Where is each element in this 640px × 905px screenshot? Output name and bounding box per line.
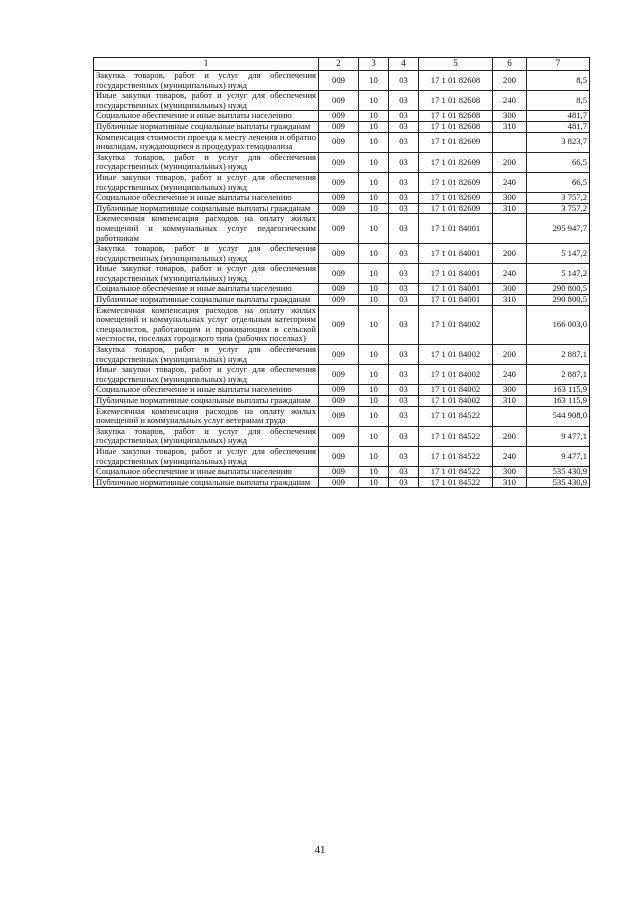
cell-section: 10	[359, 345, 389, 365]
cell-target-article: 17 1 01 84002	[419, 305, 493, 344]
table-row	[94, 121, 590, 132]
cell-name: Социальное обеспечение и иные выплаты населению	[94, 385, 319, 396]
cell-subsection: 03	[389, 406, 419, 426]
cell-section: 10	[359, 152, 389, 172]
cell-expense-type: 300	[493, 193, 527, 204]
cell-amount: 544 908,0	[527, 406, 590, 426]
header-col-1: 1	[94, 58, 319, 71]
table-header	[94, 58, 590, 71]
cell-expense-type: 300	[493, 467, 527, 478]
cell-amount: 166 003,0	[527, 305, 590, 344]
cell-expense-type: 310	[493, 295, 527, 306]
cell-name: Закупка товаров, работ и услуг для обеспечения государственных (муниципальных) нужд	[94, 152, 319, 172]
cell-target-article: 17 1 01 82609	[419, 203, 493, 214]
cell-ministry-code: 009	[319, 385, 359, 396]
cell-ministry-code: 009	[319, 214, 359, 244]
cell-amount: 66,5	[527, 152, 590, 172]
cell-name: Компенсация стоимости проезда к месту лечения и обратно инвалидам, нуждающимся в процедурах гемодиализа	[94, 132, 319, 152]
cell-ministry-code: 009	[319, 365, 359, 385]
cell-subsection: 03	[389, 71, 419, 91]
cell-amount: 66,5	[527, 172, 590, 192]
cell-amount: 481,7	[527, 111, 590, 122]
cell-section: 10	[359, 71, 389, 91]
cell-name: Социальное обеспечение и иные выплаты населению	[94, 467, 319, 478]
cell-subsection: 03	[389, 426, 419, 446]
cell-name: Иные закупки товаров, работ и услуг для обеспечения государственных (муниципальных) нужд	[94, 365, 319, 385]
cell-expense-type: 300	[493, 111, 527, 122]
cell-ministry-code: 009	[319, 345, 359, 365]
header-row	[94, 58, 590, 71]
cell-amount: 8,5	[527, 71, 590, 91]
cell-section: 10	[359, 111, 389, 122]
cell-target-article: 17 1 01 82609	[419, 193, 493, 204]
table-row	[94, 467, 590, 478]
cell-section: 10	[359, 365, 389, 385]
cell-section: 10	[359, 244, 389, 264]
cell-subsection: 03	[389, 477, 419, 488]
cell-expense-type: 200	[493, 345, 527, 365]
cell-subsection: 03	[389, 193, 419, 204]
cell-expense-type: 200	[493, 152, 527, 172]
cell-section: 10	[359, 214, 389, 244]
cell-name: Иные закупки товаров, работ и услуг для обеспечения государственных (муниципальных) нужд	[94, 91, 319, 111]
cell-section: 10	[359, 396, 389, 407]
cell-expense-type: 200	[493, 244, 527, 264]
cell-expense-type	[493, 406, 527, 426]
cell-ministry-code: 009	[319, 193, 359, 204]
table-row	[94, 152, 590, 172]
cell-target-article: 17 1 01 84001	[419, 244, 493, 264]
cell-target-article: 17 1 01 84001	[419, 264, 493, 284]
cell-name: Иные закупки товаров, работ и услуг для обеспечения государственных (муниципальных) нужд	[94, 446, 319, 466]
cell-ministry-code: 009	[319, 406, 359, 426]
cell-amount: 295 947,7	[527, 214, 590, 244]
cell-ministry-code: 009	[319, 111, 359, 122]
table-row	[94, 365, 590, 385]
cell-amount: 5 147,2	[527, 264, 590, 284]
cell-name: Иные закупки товаров, работ и услуг для обеспечения государственных (муниципальных) нужд	[94, 172, 319, 192]
cell-ministry-code: 009	[319, 172, 359, 192]
cell-ministry-code: 009	[319, 396, 359, 407]
header-col-7: 7	[527, 58, 590, 71]
cell-target-article: 17 1 01 84001	[419, 295, 493, 306]
header-col-4: 4	[389, 58, 419, 71]
cell-section: 10	[359, 203, 389, 214]
cell-ministry-code: 009	[319, 264, 359, 284]
cell-section: 10	[359, 385, 389, 396]
cell-expense-type: 240	[493, 172, 527, 192]
cell-expense-type	[493, 132, 527, 152]
cell-expense-type: 300	[493, 284, 527, 295]
cell-name: Публичные нормативные социальные выплаты гражданам	[94, 477, 319, 488]
table-row	[94, 396, 590, 407]
table-row	[94, 477, 590, 488]
cell-target-article: 17 1 01 84002	[419, 365, 493, 385]
cell-subsection: 03	[389, 132, 419, 152]
cell-name: Социальное обеспечение и иные выплаты населению	[94, 193, 319, 204]
cell-section: 10	[359, 406, 389, 426]
cell-target-article: 17 1 01 84522	[419, 446, 493, 466]
table-row	[94, 132, 590, 152]
cell-amount: 8,5	[527, 91, 590, 111]
cell-target-article: 17 1 01 82609	[419, 132, 493, 152]
cell-amount: 481,7	[527, 121, 590, 132]
cell-expense-type: 240	[493, 264, 527, 284]
table-row	[94, 71, 590, 91]
cell-ministry-code: 009	[319, 132, 359, 152]
cell-amount: 9 477,1	[527, 426, 590, 446]
cell-name: Закупка товаров, работ и услуг для обеспечения государственных (муниципальных) нужд	[94, 426, 319, 446]
cell-section: 10	[359, 477, 389, 488]
cell-subsection: 03	[389, 121, 419, 132]
cell-target-article: 17 1 01 84002	[419, 385, 493, 396]
cell-ministry-code: 009	[319, 426, 359, 446]
cell-expense-type	[493, 214, 527, 244]
cell-amount: 163 115,9	[527, 396, 590, 407]
header-col-6: 6	[493, 58, 527, 71]
cell-subsection: 03	[389, 172, 419, 192]
cell-expense-type: 240	[493, 91, 527, 111]
cell-expense-type: 200	[493, 71, 527, 91]
header-col-2: 2	[319, 58, 359, 71]
table-row	[94, 385, 590, 396]
cell-subsection: 03	[389, 264, 419, 284]
cell-amount: 3 757,2	[527, 193, 590, 204]
cell-subsection: 03	[389, 284, 419, 295]
cell-target-article: 17 1 01 82608	[419, 71, 493, 91]
cell-target-article: 17 1 01 84001	[419, 214, 493, 244]
cell-name: Ежемесячная компенсация расходов на оплату жилых помещений и коммунальных услуг ветеранам труда	[94, 406, 319, 426]
cell-expense-type: 200	[493, 426, 527, 446]
table-row	[94, 203, 590, 214]
cell-target-article: 17 1 01 84002	[419, 396, 493, 407]
cell-amount: 290 800,5	[527, 284, 590, 295]
cell-target-article: 17 1 01 84522	[419, 426, 493, 446]
table-row	[94, 305, 590, 344]
cell-expense-type: 310	[493, 396, 527, 407]
cell-expense-type: 310	[493, 203, 527, 214]
cell-section: 10	[359, 91, 389, 111]
table-row	[94, 446, 590, 466]
cell-expense-type: 310	[493, 477, 527, 488]
cell-name: Публичные нормативные социальные выплаты гражданам	[94, 121, 319, 132]
cell-ministry-code: 009	[319, 467, 359, 478]
cell-amount: 2 887,1	[527, 365, 590, 385]
table-row	[94, 111, 590, 122]
cell-subsection: 03	[389, 152, 419, 172]
table-row	[94, 284, 590, 295]
cell-section: 10	[359, 172, 389, 192]
table-body	[94, 71, 590, 488]
cell-subsection: 03	[389, 385, 419, 396]
cell-subsection: 03	[389, 203, 419, 214]
cell-section: 10	[359, 446, 389, 466]
cell-name: Социальное обеспечение и иные выплаты населению	[94, 111, 319, 122]
cell-ministry-code: 009	[319, 203, 359, 214]
cell-amount: 163 115,9	[527, 385, 590, 396]
cell-subsection: 03	[389, 365, 419, 385]
cell-name: Ежемесячная компенсация расходов на оплату жилых помещений и коммунальных услуг отдельным категориям специалистов, работающим и проживающим в сельской местности, поселках городского типа (рабочих поселках)	[94, 305, 319, 344]
cell-ministry-code: 009	[319, 244, 359, 264]
cell-subsection: 03	[389, 345, 419, 365]
cell-section: 10	[359, 132, 389, 152]
table-row	[94, 295, 590, 306]
cell-amount: 535 430,9	[527, 467, 590, 478]
cell-ministry-code: 009	[319, 121, 359, 132]
cell-target-article: 17 1 01 82609	[419, 172, 493, 192]
cell-name: Ежемесячная компенсация расходов на оплату жилых помещений и коммунальных услуг педагогическим работникам	[94, 214, 319, 244]
cell-name: Публичные нормативные социальные выплаты гражданам	[94, 396, 319, 407]
cell-section: 10	[359, 295, 389, 306]
table-row	[94, 91, 590, 111]
cell-section: 10	[359, 467, 389, 478]
cell-amount: 3 823,7	[527, 132, 590, 152]
cell-target-article: 17 1 01 84001	[419, 284, 493, 295]
cell-subsection: 03	[389, 111, 419, 122]
budget-table	[93, 57, 590, 488]
cell-target-article: 17 1 01 82609	[419, 152, 493, 172]
cell-subsection: 03	[389, 305, 419, 344]
cell-expense-type	[493, 305, 527, 344]
cell-ministry-code: 009	[319, 152, 359, 172]
cell-subsection: 03	[389, 214, 419, 244]
cell-name: Социальное обеспечение и иные выплаты населению	[94, 284, 319, 295]
cell-target-article: 17 1 01 82608	[419, 91, 493, 111]
cell-section: 10	[359, 284, 389, 295]
header-col-3: 3	[359, 58, 389, 71]
table-row	[94, 426, 590, 446]
cell-subsection: 03	[389, 467, 419, 478]
cell-target-article: 17 1 01 84522	[419, 467, 493, 478]
cell-name: Публичные нормативные социальные выплаты гражданам	[94, 203, 319, 214]
cell-name: Закупка товаров, работ и услуг для обеспечения государственных (муниципальных) нужд	[94, 71, 319, 91]
cell-amount: 290 800,5	[527, 295, 590, 306]
table-row	[94, 214, 590, 244]
cell-subsection: 03	[389, 295, 419, 306]
table-row	[94, 406, 590, 426]
cell-ministry-code: 009	[319, 305, 359, 344]
cell-target-article: 17 1 01 82608	[419, 121, 493, 132]
cell-expense-type: 310	[493, 121, 527, 132]
cell-subsection: 03	[389, 446, 419, 466]
cell-ministry-code: 009	[319, 477, 359, 488]
table-row	[94, 244, 590, 264]
cell-section: 10	[359, 193, 389, 204]
cell-expense-type: 240	[493, 446, 527, 466]
cell-name: Иные закупки товаров, работ и услуг для обеспечения государственных (муниципальных) нужд	[94, 264, 319, 284]
cell-subsection: 03	[389, 396, 419, 407]
cell-subsection: 03	[389, 244, 419, 264]
cell-section: 10	[359, 121, 389, 132]
cell-ministry-code: 009	[319, 446, 359, 466]
table-row	[94, 193, 590, 204]
cell-target-article: 17 1 01 84522	[419, 477, 493, 488]
cell-name: Публичные нормативные социальные выплаты гражданам	[94, 295, 319, 306]
cell-section: 10	[359, 305, 389, 344]
table-row	[94, 264, 590, 284]
cell-target-article: 17 1 01 82608	[419, 111, 493, 122]
cell-target-article: 17 1 01 84522	[419, 406, 493, 426]
cell-section: 10	[359, 264, 389, 284]
cell-expense-type: 240	[493, 365, 527, 385]
cell-name: Закупка товаров, работ и услуг для обеспечения государственных (муниципальных) нужд	[94, 244, 319, 264]
cell-amount: 2 887,1	[527, 345, 590, 365]
cell-amount: 3 757,2	[527, 203, 590, 214]
cell-target-article: 17 1 01 84002	[419, 345, 493, 365]
cell-subsection: 03	[389, 91, 419, 111]
cell-ministry-code: 009	[319, 91, 359, 111]
cell-expense-type: 300	[493, 385, 527, 396]
cell-ministry-code: 009	[319, 284, 359, 295]
cell-amount: 5 147,2	[527, 244, 590, 264]
cell-amount: 535 430,9	[527, 477, 590, 488]
header-col-5: 5	[419, 58, 493, 71]
cell-name: Закупка товаров, работ и услуг для обеспечения государственных (муниципальных) нужд	[94, 345, 319, 365]
table-row	[94, 172, 590, 192]
cell-ministry-code: 009	[319, 71, 359, 91]
cell-amount: 9 477,1	[527, 446, 590, 466]
table-row	[94, 345, 590, 365]
page-number: 41	[314, 844, 326, 856]
cell-ministry-code: 009	[319, 295, 359, 306]
cell-section: 10	[359, 426, 389, 446]
